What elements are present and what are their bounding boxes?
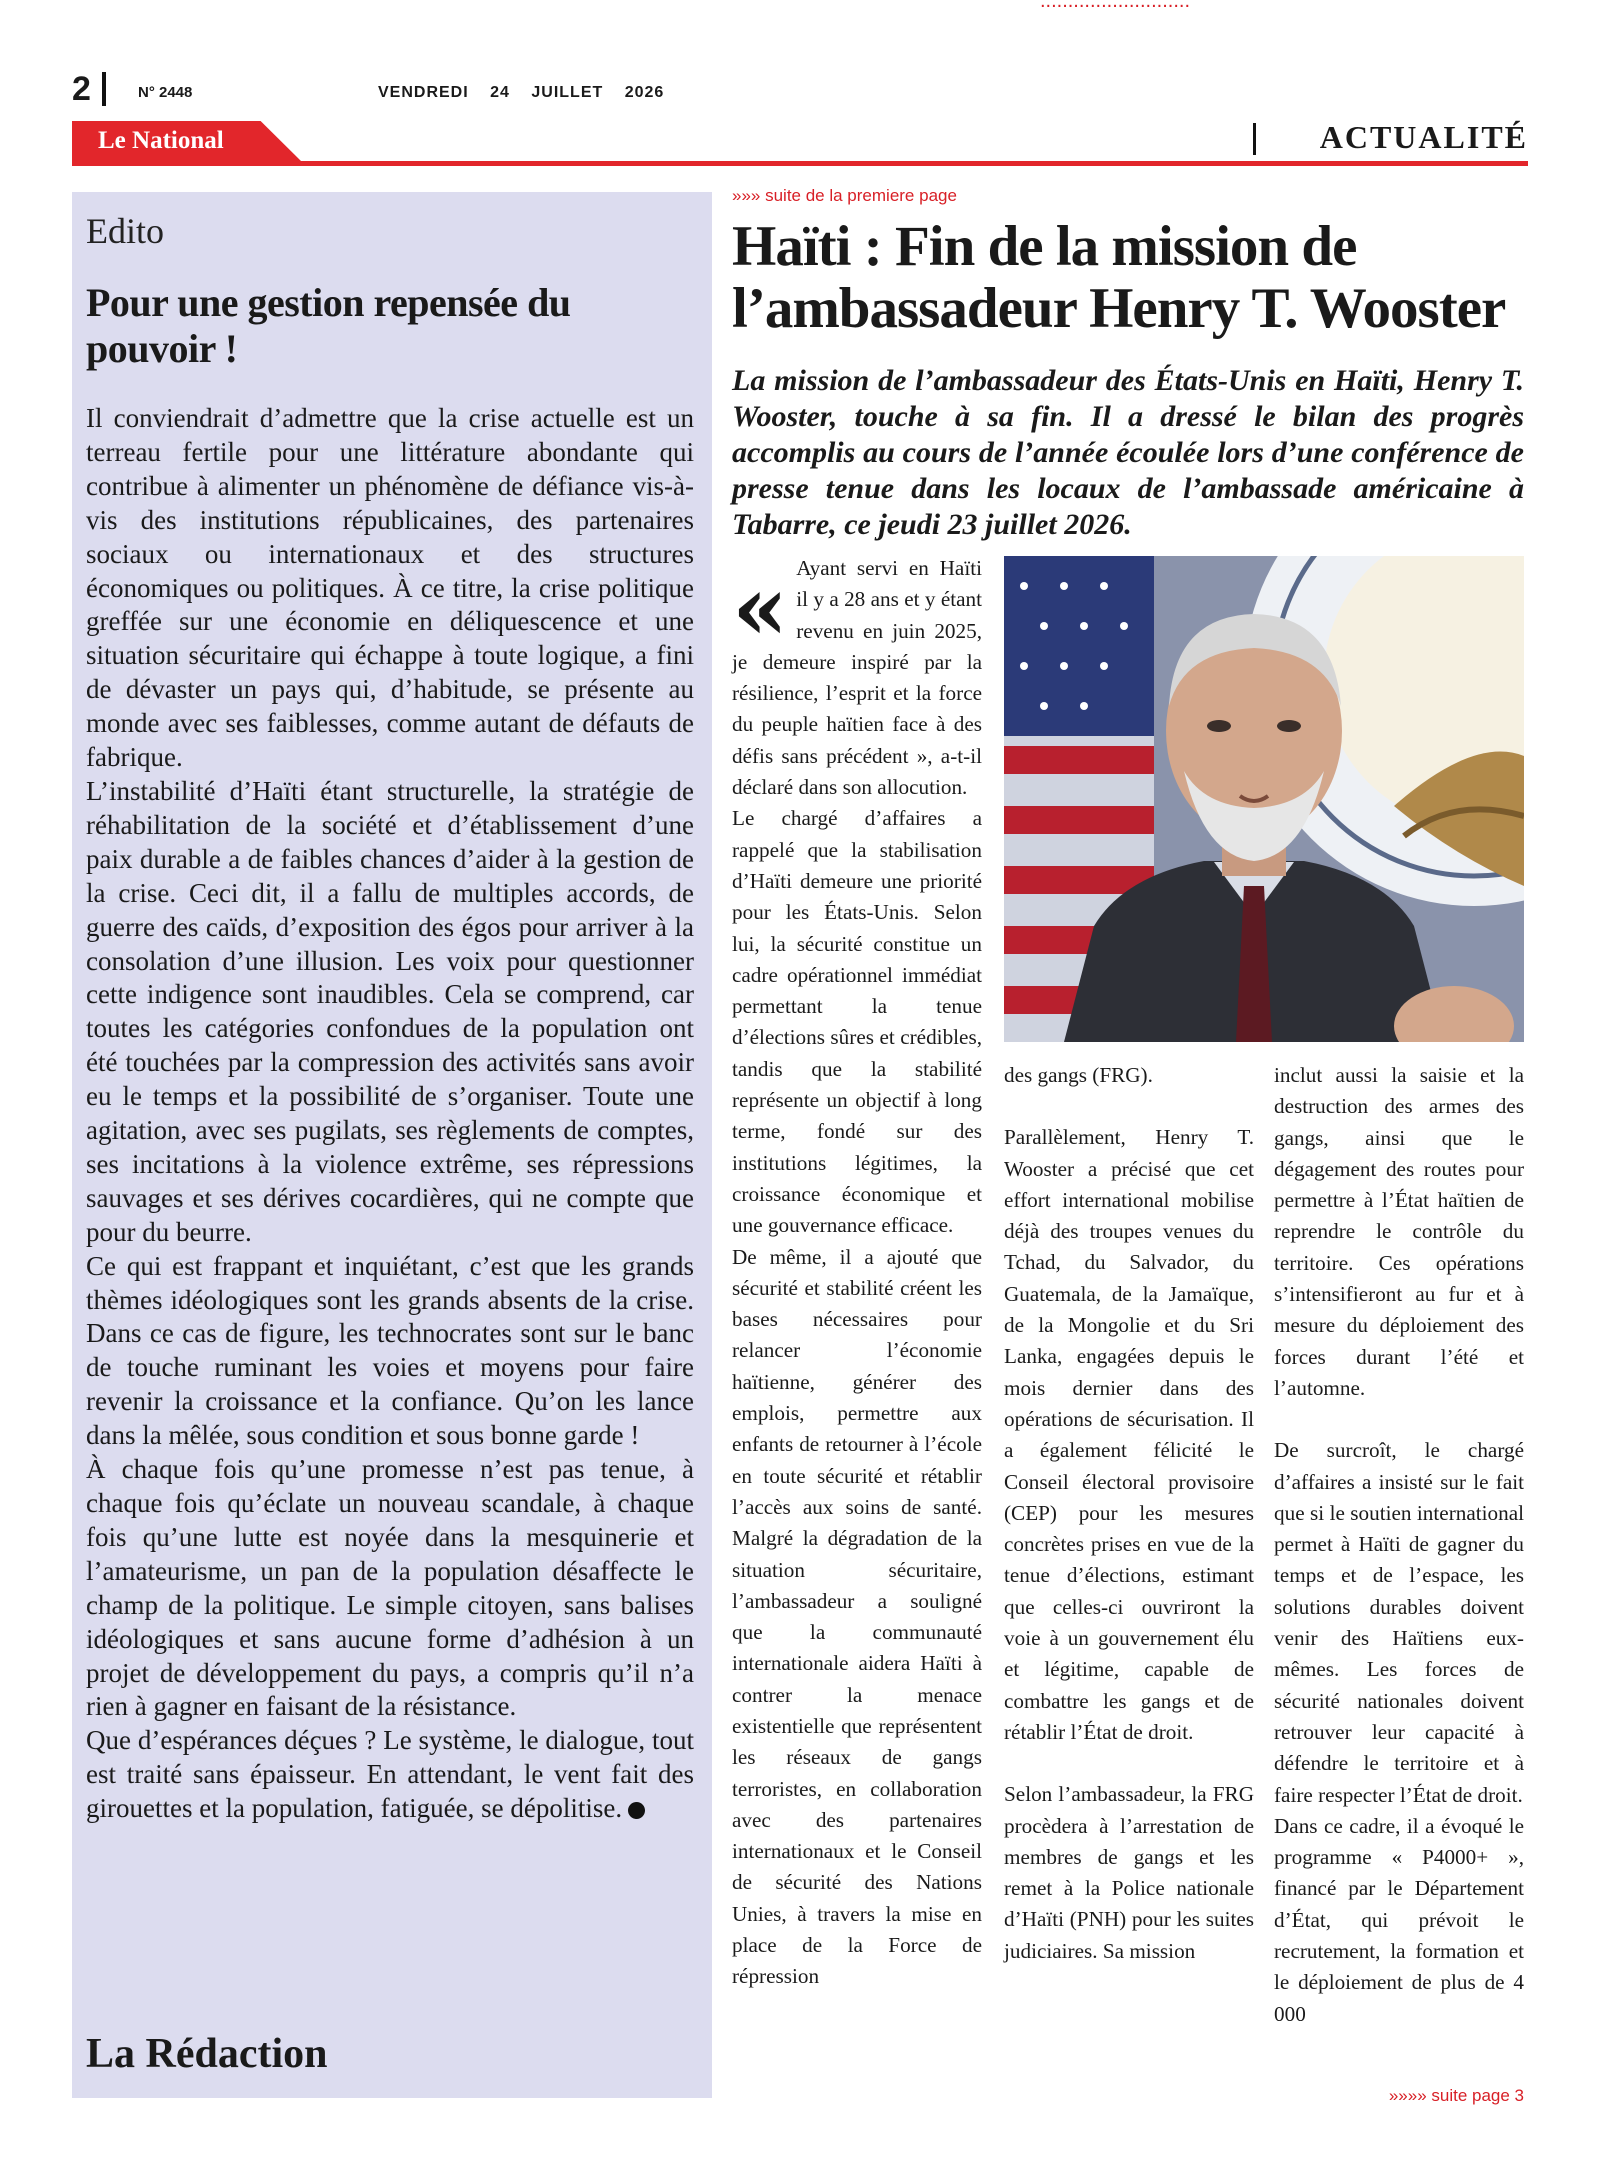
article-paragraph: De même, il a ajouté que sécurité et stabilité créent les bases nécessaires pour relancer l’économie haïtienne, générer des emplois, permettre aux enfants de retourner à l’école en toute sécurité et rétablir l’accès aux soins de santé. Malgré la dégradation de la situation sécuritaire, l’ambassadeur a souligné que la communauté internationale aidera Haïti à contrer la menace existentielle que représentent les réseaux de gangs terroristes, en collaboration avec des partenaires internationaux et le Conseil de sécurité des Nations Unies, à travers la mise en place de la Force de répression xyxy=(732,1244,982,1989)
top-cut-text: ........................... xyxy=(1039,0,1190,12)
section-name: ACTUALITÉ xyxy=(1319,119,1528,155)
paragraph-gap xyxy=(1274,1404,1524,1435)
edito-label: Edito xyxy=(86,211,164,251)
article-paragraph: Dans ce cadre, il a évoqué le programme « P4000+ », financé par le Département d’État, qui prévoit le recrutement, la formation et le déploiement de plus de 4 000 xyxy=(1274,1813,1524,2026)
edito-paragraph: L’instabilité d’Haïti étant structurelle, la stratégie de réhabilitation de la société et d’établissement d’une paix durable a de faibles chances d’aider à la gestion de la crise. Ceci dit, il a fallu de multiples accords, de guerre des caïds, d’exposition des égos pour arriver à la consolation d’une illusion. Les voix pour questionner cette indigence sont inaudibles. Cela se comprend, car toutes les catégories confondues de la population ont été touchées par la compression des activités sans avoir eu le temps et la possibilité de s’organiser. Toute une agitation, avec ses pugilats, ses règlements de comptes, ses incitations à la violence extrême, ses répressions sauvages et ses dérives cocardières, qui ne compte que pour du beurre. xyxy=(86,775,694,1247)
brand-bar xyxy=(72,121,1528,165)
edito-paragraph: Ce qui est frappant et inquiétant, c’est que les grands thèmes idéologiques sont les grands absents de la crise. Dans ce cas de figure, les technocrates sont sur le banc de touche ruminant les voies et moyens pour faire revenir la croissance et la confiance. Qu’on les lance dans la mêlée, sous condition et sous bonne garde ! xyxy=(86,1250,694,1451)
drop-quote-icon: « xyxy=(732,555,789,661)
edito-paragraph-last xyxy=(86,1724,694,1826)
article-paragraph: De surcroît, le chargé d’affaires a insisté sur le fait que si le soutien international permet à Haïti de gagner du temps et de l’espace, les solutions durables doivent venir des Haïtiens eux-mêmes. Les forces de sécurité nationales doivent retrouver leur capacité à défendre le territoire et à faire respecter l’État de droit. xyxy=(1274,1438,1524,1807)
article-paragraph: inclut aussi la saisie et la destruction des armes des gangs, ainsi que le dégagement des routes pour permettre à l’État haïtien de reprendre le contrôle du territoire. Ces opérations s’intensifieront au fur et à mesure du déploiement des forces durant l’été et l’automne. xyxy=(1274,1063,1524,1400)
article-title: Haïti : Fin de la mission de l’ambassadeur Henry T. Wooster xyxy=(732,215,1506,340)
article-column-2 xyxy=(1004,1060,1254,1967)
article-paragraph: Ayant servi en Haïti il y a 28 ans et y étant revenu en juin 2025, je demeure inspiré par la résilience, l’esprit et la force du peuple haïtien face à des défis sans précédent », a-t-il déclaré dans son allocution. xyxy=(732,556,982,800)
ambassador-photo xyxy=(1004,556,1524,1042)
edito-body xyxy=(86,402,694,1826)
brand-name: Le National xyxy=(98,127,224,154)
issue-date: VENDREDI 24 JUILLET 2026 xyxy=(378,84,665,101)
article-paragraph: Selon l’ambassadeur, la FRG procèdera à l’arrestation de membres de gangs et les remet à la Police nationale d’Haïti (PNH) pour les suites judiciaires. Sa mission xyxy=(1004,1782,1254,1963)
edito-paragraph: Il conviendrait d’admettre que la crise actuelle est un terreau fertile pour une littérature abondante qui contribue à alimenter un phénomène de défiance vis-à-vis des institutions républicaines, des partenaires sociaux ou internationaux et des structures économiques ou politiques. À ce titre, la crise politique greffée sur une économie en déliquescence et une situation sécuritaire qui échappe à toute logique, a fini de dévaster un pays qui, d’habitude, se présente au monde avec ses faiblesses, comme autant de défauts de fabrique. xyxy=(86,403,694,773)
article-paragraph: Parallèlement, Henry T. Wooster a précisé que cet effort international mobilise déjà des troupes venues du Tchad, du Salvador, du Guatemala, de la Jamaïque, de la Mongolie et du Sri Lanka, engagées depuis le mois dernier dans des opérations de sécurisation. Il a également félicité le Conseil électoral provisoire (CEP) pour les mesures concrètes prises en vue de la tenue d’élections, estimant que celles-ci ouvriront la voie à un gouvernement élu et légitime, capable de combattre les gangs et de rétablir l’État de droit. xyxy=(1004,1125,1254,1744)
issue-number: N° 2448 xyxy=(138,84,193,101)
masthead-row xyxy=(72,70,1532,110)
edito-signature: La Rédaction xyxy=(86,2031,328,2077)
brand-rule xyxy=(72,161,1528,166)
edito-box xyxy=(72,192,712,2098)
edito-title: Pour une gestion repensée du pouvoir ! xyxy=(86,280,571,371)
continued-to-link[interactable]: »»»» suite page 3 xyxy=(1388,2086,1524,2105)
end-bullet-icon xyxy=(628,1802,645,1819)
paragraph-gap xyxy=(1004,1091,1254,1122)
paragraph-gap xyxy=(1004,1748,1254,1779)
page-number-divider xyxy=(102,72,106,106)
section-divider xyxy=(1253,123,1256,155)
article-lead: La mission de l’ambassadeur des États-Unis en Haïti, Henry T. Wooster, touche à sa fin. Il a dressé le bilan des progrès accomplis au cours de l’année écoulée lors d’une conférence de presse tenue dans les locaux de l’ambassade américaine à Tabarre, ce jeudi 23 juillet 2026. xyxy=(732,364,1524,541)
page-number: 2 xyxy=(72,70,91,108)
article-column-3 xyxy=(1274,1060,1524,2030)
article-paragraph: des gangs (FRG). xyxy=(1004,1063,1153,1087)
article-column-1 xyxy=(732,553,982,1993)
edito-paragraph: Que d’espérances déçues ? Le système, le dialogue, tout est traité sans épaisseur. En attendant, le vent fait des girouettes et la population, fatiguée, se dépolitise. xyxy=(86,1725,694,1824)
ambassador-photo-illustration xyxy=(1004,556,1524,1042)
edito-paragraph: À chaque fois qu’une promesse n’est pas tenue, à chaque fois qu’éclate un nouveau scandale, à chaque fois qu’une lutte est noyée dans la mesquinerie et l’amateurisme, un pan de la population désaffecte le champ de la politique. Le simple citoyen, sans balises idéologiques et sans aucune forme d’adhésion à un projet de développement du pays, a compris qu’il n’a rien à gagner en faisant de la résistance. xyxy=(86,1454,694,1722)
article-paragraph: Le chargé d’affaires a rappelé que la stabilisation d’Haïti demeure une priorité pour les États-Unis. Selon lui, la sécurité constitue un cadre opérationnel immédiat permettant la tenue d’élections sûres et crédibles, tandis que la stabilité représente un objectif à long terme, fondé sur des institutions légitimes, la croissance économique et une gouvernance efficace. xyxy=(732,806,982,1238)
continued-from: »»» suite de la premiere page xyxy=(732,186,957,205)
